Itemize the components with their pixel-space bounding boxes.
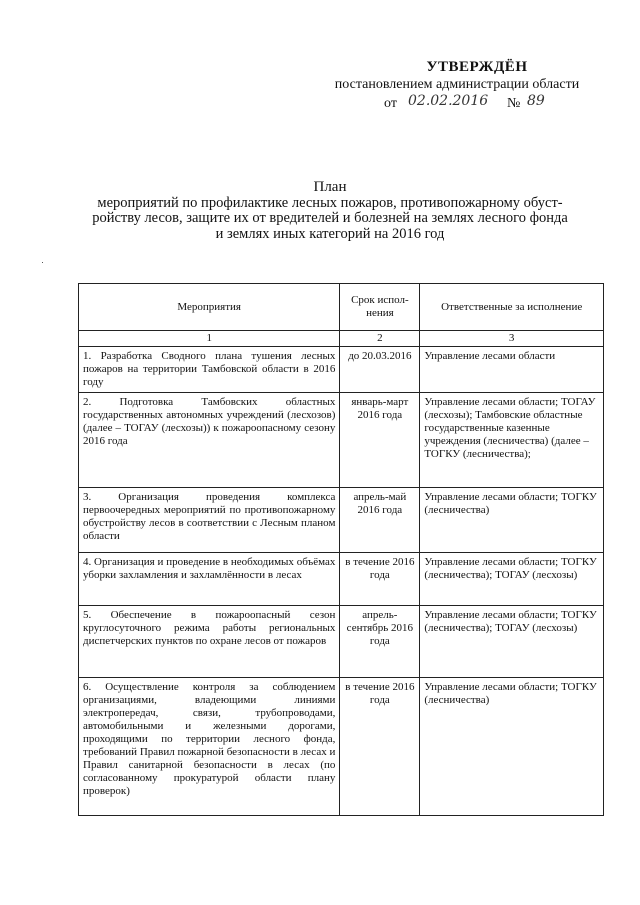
responsible-cell: Управление лесами области; ТОГКУ (лесничества); ТОГАУ (лесхозы) bbox=[420, 606, 604, 678]
approved-by: постановлением администрации области bbox=[334, 77, 580, 92]
date-prefix: от bbox=[384, 96, 397, 111]
plan-subtitle-line: мероприятий по профилактике лесных пожаров, противопожарному обуст- bbox=[97, 194, 563, 211]
number-prefix: № bbox=[507, 96, 521, 111]
table-row bbox=[79, 488, 604, 553]
plan-subtitle-line: ройству лесов, защите их от вредителей и болезней на землях лесного фонда bbox=[92, 210, 568, 226]
activity-cell: 3. Организация проведения комплекса первоочередных мероприятий по противопожарному обустройству лесов в соответствии с Лесным планом области bbox=[79, 488, 340, 553]
table-header-row bbox=[79, 284, 604, 331]
term-cell: до 20.03.2016 bbox=[340, 347, 420, 393]
activity-cell: 4. Организация и проведение в необходимых объёмах уборки захламления и захламлённости в лесах bbox=[79, 553, 340, 606]
plan-heading bbox=[60, 180, 600, 242]
activity-cell: 1. Разработка Сводного плана тушения лесных пожаров на территории Тамбовской области в 2016 году bbox=[79, 347, 340, 393]
term-cell: в течение 2016 года bbox=[340, 553, 420, 606]
scan-speck bbox=[42, 262, 43, 263]
activity-cell: 5. Обеспечение в пожароопасный сезон круглосуточного режима работы региональных диспетчерских пунктов по охране лесов от пожаров bbox=[79, 606, 340, 678]
responsible-cell: Управление лесами области; ТОГКУ (лесничества) bbox=[420, 488, 604, 553]
handwritten-date: 02.02.2016 bbox=[408, 93, 489, 109]
table-row bbox=[79, 553, 604, 606]
table-row bbox=[79, 606, 604, 678]
activity-cell: 6. Осуществление контроля за соблюдением организациями, владеющими линиями электропередач, связи, трубопроводами, автомобильными и железными дорогами, проходящими по территории лесного фонда, требований Правил пожарной безопасности в лесах и Правил санитарной безопасности в лесах (по согласованному прокуратурой области плану проверок) bbox=[79, 678, 340, 816]
responsible-cell: Управление лесами области; ТОГКУ (лесничества); ТОГАУ (лесхозы) bbox=[420, 553, 604, 606]
column-number: 1 bbox=[79, 331, 340, 347]
approval-date-line bbox=[322, 94, 592, 114]
approved-heading: УТВЕРЖДЁН bbox=[426, 59, 528, 75]
responsible-cell: Управление лесами области bbox=[420, 347, 604, 393]
activity-cell: 2. Подготовка Тамбовских областных государственных автономных учреждений (лесхозов) (далее – ТОГАУ (лесхозы)) к пожароопасному сезону 2016 года bbox=[79, 393, 340, 488]
column-number: 2 bbox=[340, 331, 420, 347]
approval-stamp bbox=[322, 58, 592, 114]
plan-subtitle-line: и землях иных категорий на 2016 год bbox=[215, 225, 445, 242]
table-row bbox=[79, 678, 604, 816]
plan-title: План bbox=[313, 179, 347, 195]
header-term: Срок испол-нения bbox=[340, 284, 420, 331]
responsible-cell: Управление лесами области; ТОГАУ (лесхозы); Тамбовские областные государственные казенные учреждения (лесничества) (далее – ТОГКУ (лесничества); bbox=[420, 393, 604, 488]
column-number: 3 bbox=[420, 331, 604, 347]
column-number-row bbox=[79, 331, 604, 347]
header-activities: Мероприятия bbox=[79, 284, 340, 331]
plan-table bbox=[78, 283, 604, 816]
term-cell: апрель-сентябрь 2016 года bbox=[340, 606, 420, 678]
term-cell: апрель-май 2016 года bbox=[340, 488, 420, 553]
table-row bbox=[79, 347, 604, 393]
term-cell: январь-март 2016 года bbox=[340, 393, 420, 488]
table-row bbox=[79, 393, 604, 488]
header-responsible: Ответственные за исполнение bbox=[420, 284, 604, 331]
responsible-cell: Управление лесами области; ТОГКУ (лесничества) bbox=[420, 678, 604, 816]
handwritten-number: 89 bbox=[527, 93, 545, 109]
term-cell: в течение 2016 года bbox=[340, 678, 420, 816]
